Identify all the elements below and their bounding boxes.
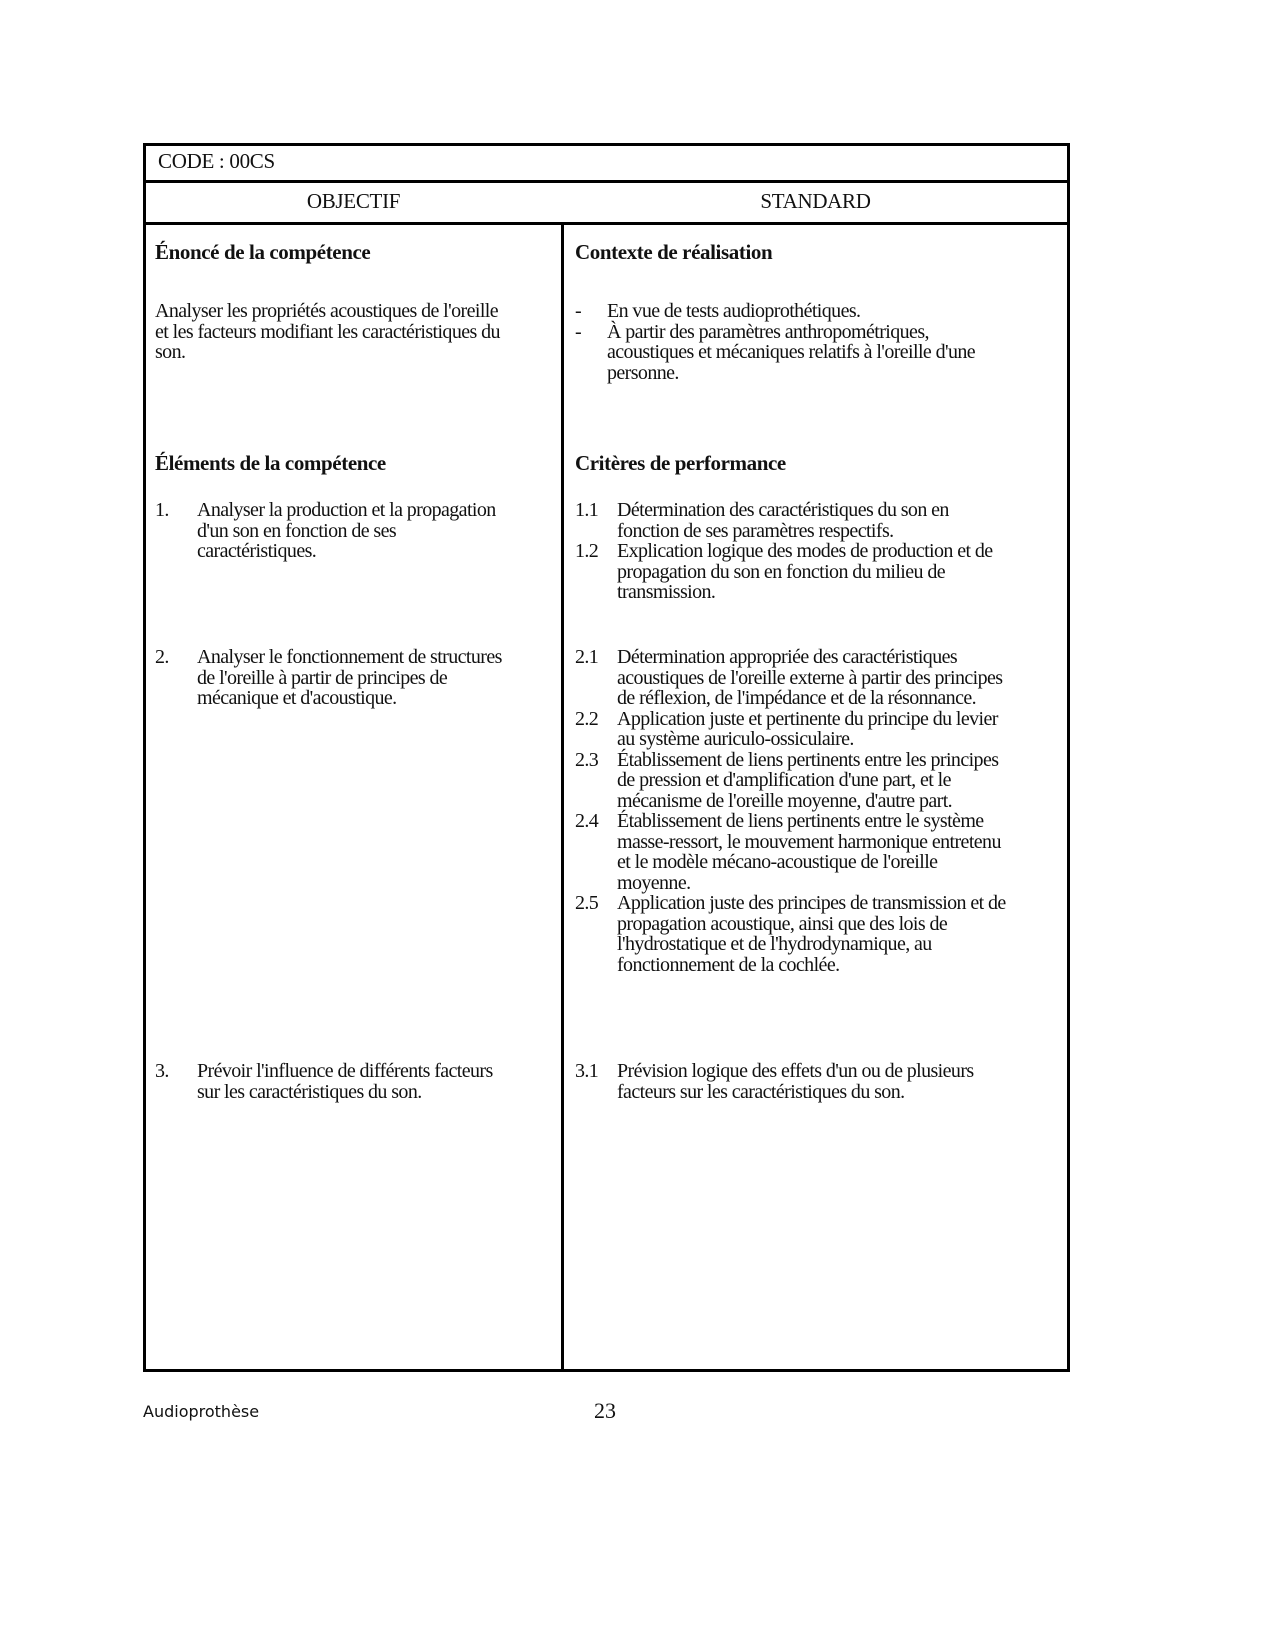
elements-heading: Éléments de la compétence: [155, 451, 386, 475]
contexte-item: [575, 322, 1005, 384]
divider: [146, 180, 1067, 183]
critere-item: [575, 647, 1015, 709]
divider: [146, 222, 1067, 225]
element-number: 2.: [155, 646, 169, 668]
element-number: 1.: [155, 499, 169, 521]
critere-text: Application juste et pertinente du principe du levier au système auriculo-ossiculaire.: [617, 707, 998, 750]
critere-item: [575, 1061, 1035, 1102]
element-item: [155, 1061, 515, 1102]
element-number: 3.: [155, 1060, 169, 1082]
critere-number: 1.2: [575, 540, 599, 562]
critere-number: 2.1: [575, 646, 599, 668]
criteres-heading: Critères de performance: [575, 451, 786, 475]
contexte-text: À partir des paramètres anthropométriques, acoustiques et mécaniques relatifs à l'oreille d'une personne.: [607, 320, 976, 384]
critere-number: 2.5: [575, 892, 599, 914]
critere-text: Application juste des principes de transmission et de propagation acoustique, ainsi que des lois de l'hydrostatique et de l'hydrodynamique, au fonctionnement de la cochlée.: [617, 892, 1006, 976]
competency-table: [143, 143, 1070, 1372]
element-item: [155, 500, 515, 562]
element-text: Analyser la production et la propagation d'un son en fonction de ses caractéristiques.: [197, 499, 496, 562]
criteres-group-1: [575, 500, 1015, 603]
critere-item: [575, 893, 1015, 975]
contexte-item: [575, 301, 1005, 322]
bullet: -: [575, 320, 582, 343]
contexte-heading: Contexte de réalisation: [575, 240, 773, 264]
element-item: [155, 647, 515, 709]
contexte-list: [575, 301, 1005, 383]
column-divider: [561, 223, 564, 1369]
criteres-group-2: [575, 647, 1015, 975]
critere-number: 2.3: [575, 748, 599, 771]
critere-number: 1.1: [575, 499, 599, 521]
critere-text: Établissement de liens pertinents entre le système masse-ressort, le mouvement harmonique entretenu et le modèle mécano-acoustique de l'oreille moyenne.: [617, 810, 1001, 894]
critere-text: Prévision logique des effets d'un ou de plusieurs facteurs sur les caractéristiques du son.: [617, 1060, 974, 1103]
critere-number: 3.1: [575, 1060, 599, 1082]
page-number: 23: [594, 1398, 616, 1423]
criteres-group-3: [575, 1061, 1035, 1102]
element-text: Prévoir l'influence de différents facteurs sur les caractéristiques du son.: [197, 1060, 493, 1103]
critere-text: Explication logique des modes de production et de propagation du son en fonction du milieu de transmission.: [617, 540, 993, 603]
critere-number: 2.4: [575, 810, 599, 832]
critere-text: Détermination appropriée des caractéristiques acoustiques de l'oreille externe à partir des principes de réflexion, de l'impédance et de la résonnance.: [617, 646, 1003, 709]
critere-item: [575, 750, 1015, 812]
critere-number: 2.2: [575, 707, 599, 730]
footer-title: Audioprothèse: [143, 1402, 260, 1421]
element-text: Analyser le fonctionnement de structures de l'oreille à partir de principes de mécanique et d'acoustique.: [197, 646, 502, 709]
critere-text: Détermination des caractéristiques du son en fonction de ses paramètres respectifs.: [617, 499, 949, 542]
enonce-heading: Énoncé de la compétence: [155, 240, 371, 264]
enonce-text: Analyser les propriétés acoustiques de l'oreille et les facteurs modifiant les caractéristiques du son.: [155, 300, 500, 363]
critere-item: [575, 500, 1015, 541]
column-header-objectif: OBJECTIF: [306, 189, 401, 213]
critere-item: [575, 541, 1015, 603]
critere-item: [575, 811, 1015, 893]
contexte-text: En vue de tests audioprothétiques.: [607, 300, 861, 322]
column-header-standard: STANDARD: [760, 189, 871, 213]
critere-text: Établissement de liens pertinents entre les principes de pression et d'amplification d'une part, et le mécanisme de l'oreille moyenne, d'autre part.: [617, 748, 999, 812]
critere-item: [575, 709, 1015, 750]
bullet: -: [575, 300, 582, 322]
code-label: CODE : 00CS: [158, 149, 275, 173]
